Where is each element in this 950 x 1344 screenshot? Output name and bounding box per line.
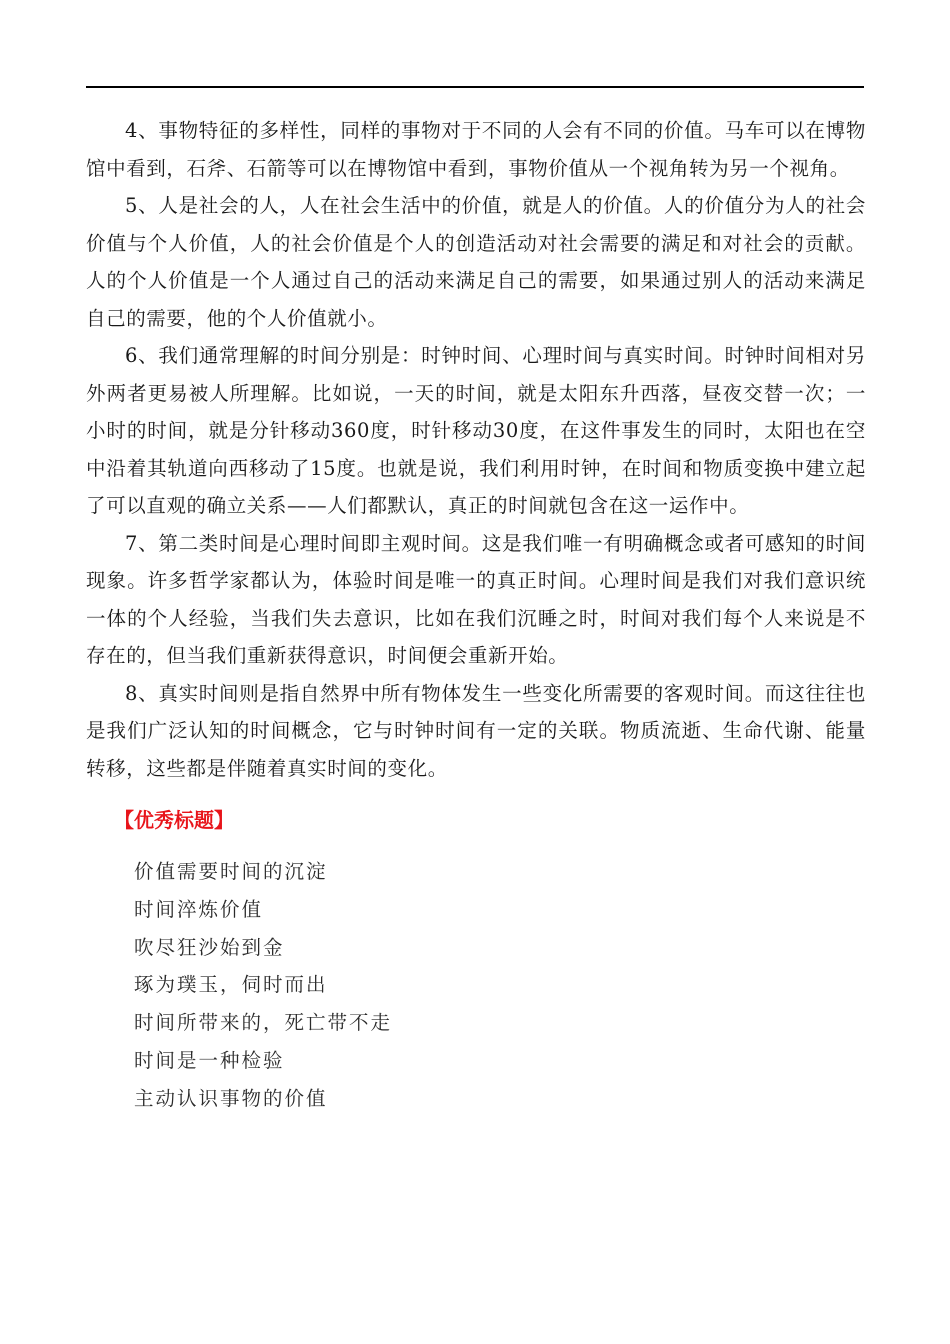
- paragraph-7: 7、第二类时间是心理时间即主观时间。这是我们唯一有明确概念或者可感知的时间现象。许多哲学家都认为，体验时间是唯一的真正时间。心理时间是我们对我们意识统一体的个人经验，当我们失去意识，比如在我们沉睡之时，时间对我们每个人来说是不存在的，但当我们重新获得意识，时间便会重新开始。: [86, 531, 866, 667]
- title-item: 时间淬炼价值: [134, 897, 264, 921]
- title-list: [134, 853, 866, 1118]
- section-heading: 【优秀标题】: [114, 808, 234, 832]
- document-body: [86, 112, 866, 1118]
- paragraph-6: 6、我们通常理解的时间分别是：时钟时间、心理时间与真实时间。时钟时间相对另外两者更易被人所理解。比如说，一天的时间，就是太阳东升西落，昼夜交替一次；一小时的时间，就是分针移动360度，时针移动30度，在这件事发生的同时，太阳也在空中沿着其轨道向西移动了15度。也就是说，我们利用时钟，在时间和物质变换中建立起了可以直观的确立关系——人们都默认，真正的时间就包含在这一运作中。: [86, 344, 866, 517]
- title-item: 吹尽狂沙始到金: [134, 935, 285, 959]
- paragraph-8: 8、真实时间则是指自然界中所有物体发生一些变化所需要的客观时间。而这往往也是我们广泛认知的时间概念，它与时钟时间有一定的关联。物质流逝、生命代谢、能量转移，这些都是伴随着真实时间的变化。: [86, 681, 866, 780]
- title-item: 琢为璞玉，伺时而出: [134, 973, 328, 997]
- paragraph-4: 4、事物特征的多样性，同样的事物对于不同的人会有不同的价值。马车可以在博物馆中看到，石斧、石箭等可以在博物馆中看到，事物价值从一个视角转为另一个视角。: [86, 119, 866, 180]
- title-item: 价值需要时间的沉淀: [134, 860, 328, 883]
- title-item: 时间所带来的，死亡带不走: [134, 1011, 393, 1035]
- title-item: 时间是一种检验: [134, 1048, 285, 1072]
- paragraph-5: 5、人是社会的人，人在社会生活中的价值，就是人的价值。人的价值分为人的社会价值与个人价值，人的社会价值是个人的创造活动对社会需要的满足和对社会的贡献。人的个人价值是一个人通过自己的活动来满足自己的需要，如果通过别人的活动来满足自己的需要，他的个人价值就小。: [86, 194, 866, 330]
- header-rule: [86, 86, 864, 88]
- title-item: 主动认识事物的价值: [134, 1086, 328, 1110]
